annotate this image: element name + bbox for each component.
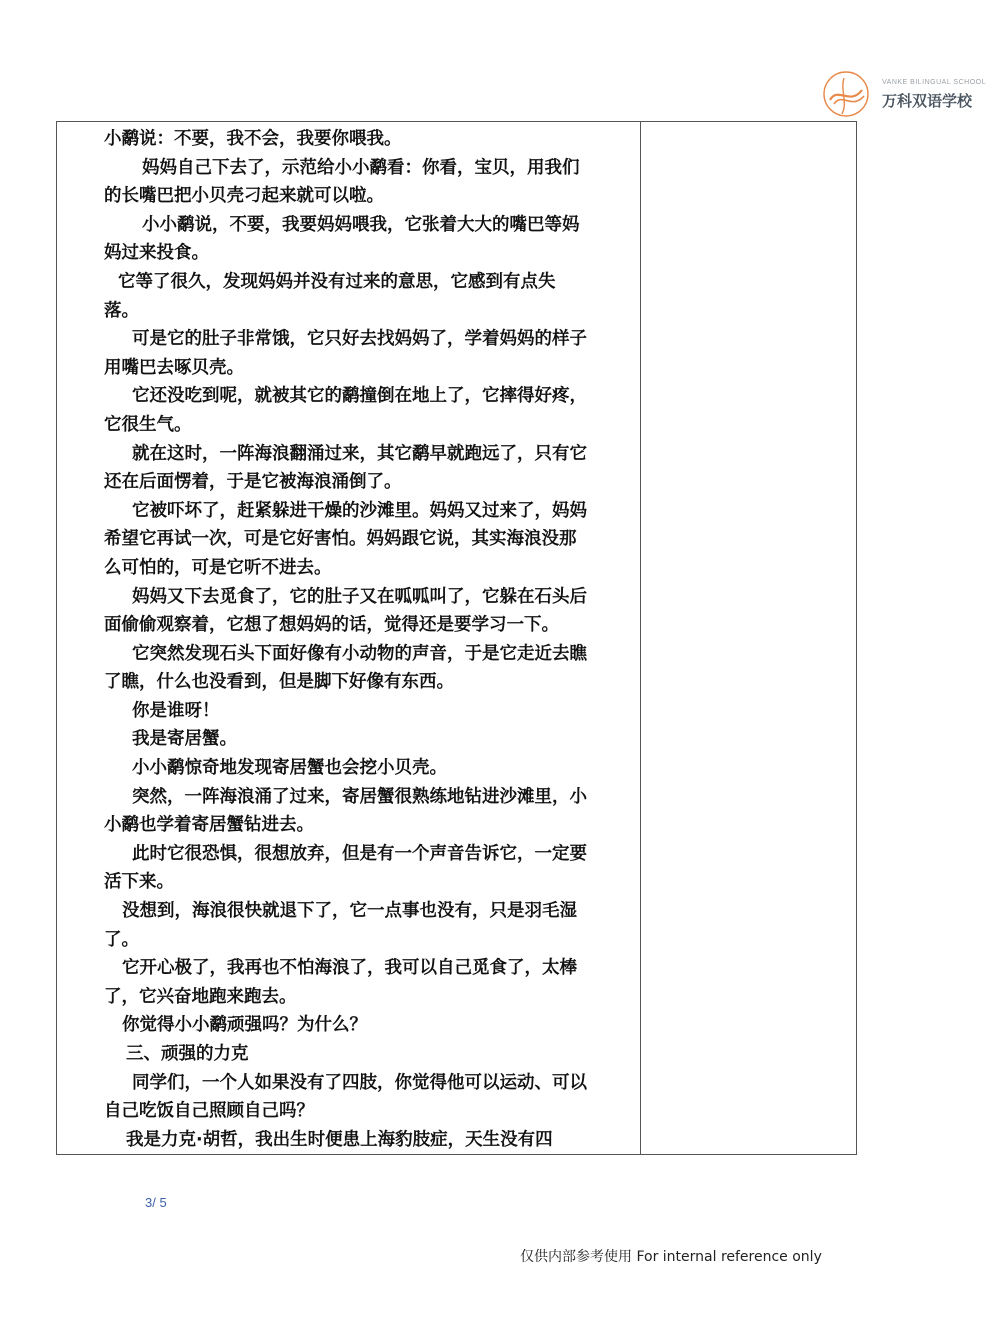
text-line: 了。 [104,929,139,950]
text-line: 还在后面愣着，于是它被海浪涌倒了。 [104,472,402,493]
text-line: 自己吃饭自己照顾自己吗？ [104,1101,314,1122]
column-divider [640,122,641,1154]
text-line: 落。 [104,300,139,321]
lesson-plan-table [56,121,857,1155]
school-logo [818,66,986,126]
text-line: 我是力克·胡哲，我出生时便患上海豹肢症，天生没有四 [126,1129,553,1150]
text-line: 三、顽强的力克 [126,1044,249,1064]
text-line: 妈妈又下去觅食了，它的肚子又在呱呱叫了，它躲在石头后 [132,586,587,607]
internal-reference-note: 仅供内部参考使用 For internal reference only [520,1249,822,1265]
text-line: 妈妈自己下去了，示范给小小鹬看：你看，宝贝，用我们 [142,157,580,178]
text-line: 小小鹬说，不要，我要妈妈喂我，它张着大大的嘴巴等妈 [142,214,580,235]
text-line: 没想到，海浪很快就退下了，它一点事也没有，只是羽毛湿 [122,901,577,922]
logo-emblem-icon [818,66,876,124]
text-line: 用嘴巴去啄贝壳。 [104,357,244,378]
page-number: 3/ 5 [145,1195,167,1210]
text-line: 了瞧，什么也没看到，但是脚下好像有东西。 [104,672,454,693]
text-line: 它很生气。 [104,414,192,435]
text-line: 了，它兴奋地跑来跑去。 [104,986,297,1007]
text-line: 你是谁呀！ [132,700,220,721]
text-line: 的长嘴巴把小贝壳刁起来就可以啦。 [104,186,384,207]
text-line: 小鹬说：不要，我不会，我要你喂我。 [104,129,402,149]
text-line: 你觉得小小鹬顽强吗？为什么？ [122,1015,367,1036]
text-line: 就在这时，一阵海浪翻涌过来，其它鹬早就跑远了，只有它 [132,443,587,464]
logo-chinese-name: 万科双语学校 [882,92,973,110]
text-line: 么可怕的，可是它听不进去。 [104,557,332,578]
text-line: 它突然发现石头下面好像有小动物的声音，于是它走近去瞧 [132,643,587,664]
text-line: 小鹬也学着寄居蟹钻进去。 [104,815,314,836]
text-line: 希望它再试一次，可是它好害怕。妈妈跟它说，其实海浪没那 [104,529,577,550]
text-line: 同学们，一个人如果没有了四肢，你觉得他可以运动、可以 [132,1072,587,1093]
text-line: 突然，一阵海浪涌了过来，寄居蟹很熟练地钻进沙滩里，小 [132,786,587,807]
logo-english-name: VANKE BILINGUAL SCHOOL [882,79,986,86]
text-line: 此时它很恐惧，很想放弃，但是有一个声音告诉它，一定要 [132,843,587,864]
text-line: 它被吓坏了，赶紧躲进干燥的沙滩里。妈妈又过来了，妈妈 [132,500,587,521]
text-line: 它开心极了，我再也不怕海浪了，我可以自己觅食了，太棒 [122,958,577,979]
text-line: 它等了很久，发现妈妈并没有过来的意思，它感到有点失 [118,271,556,292]
text-line: 我是寄居蟹。 [132,729,237,750]
text-line: 面偷偷观察着，它想了想妈妈的话，觉得还是要学习一下。 [104,615,559,636]
text-line: 可是它的肚子非常饿，它只好去找妈妈了，学着妈妈的样子 [132,329,587,350]
text-line: 它还没吃到呢，就被其它的鹬撞倒在地上了，它摔得好疼， [132,386,587,407]
lesson-content-cell [104,125,634,1154]
text-line: 妈过来投食。 [104,243,209,264]
text-line: 小小鹬惊奇地发现寄居蟹也会挖小贝壳。 [132,758,447,779]
text-line: 活下来。 [104,872,174,893]
